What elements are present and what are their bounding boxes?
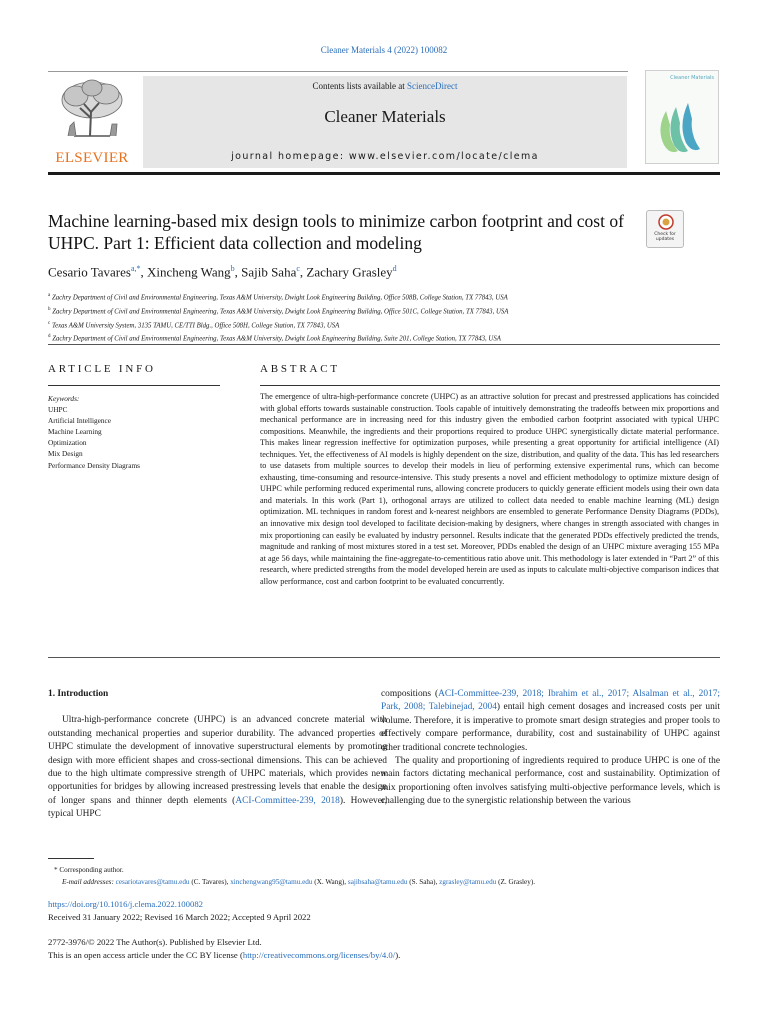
- affiliation-marker: a: [48, 293, 51, 298]
- journal-masthead: [143, 76, 627, 168]
- affiliation-item: [48, 290, 728, 304]
- check-updates-label: Check for updates: [654, 232, 676, 242]
- citation-link[interactable]: ACI-Committee-239, 2018; Ibrahim et al., 2017; Alsalman et al., 2017; Park, 2008; Talebinejad, 2004: [381, 689, 720, 713]
- masthead-top-rule: [48, 71, 628, 72]
- email-link[interactable]: zgrasley@tamu.edu: [439, 878, 497, 886]
- author-separator: ,: [234, 264, 242, 280]
- affiliation-marker: d: [48, 334, 51, 340]
- article-info-heading: ARTICLE INFO: [48, 363, 156, 375]
- masthead-bottom-rule: [48, 172, 720, 175]
- section-divider: [48, 344, 720, 345]
- affiliation-list: [48, 290, 728, 345]
- affiliation-item: [48, 331, 728, 345]
- elsevier-tree-icon: [54, 78, 130, 138]
- doi-link[interactable]: https://doi.org/10.1016/j.clema.2022.100082: [48, 899, 204, 909]
- check-updates-icon: [658, 214, 674, 230]
- author-affiliation-marker[interactable]: c: [296, 264, 300, 273]
- cover-title: Cleaner Materials: [670, 75, 714, 81]
- email-addresses: [48, 876, 728, 888]
- keyword-item[interactable]: Performance Density Diagrams: [48, 460, 140, 470]
- keyword-item[interactable]: Artificial Intelligence: [48, 416, 112, 426]
- journal-cover-thumbnail[interactable]: [645, 70, 719, 164]
- copyright-line: 2772-3976/© 2022 The Author(s). Published by Elsevier Ltd.: [48, 937, 262, 947]
- keyword-item[interactable]: Optimization: [48, 438, 87, 448]
- author-separator: ,: [140, 264, 148, 280]
- footnote-rule: [48, 858, 94, 859]
- author-name[interactable]: Sajib Saha: [241, 264, 297, 280]
- footnotes: [48, 864, 728, 888]
- body-column-right: [381, 688, 720, 809]
- email-owner: (S. Saha),: [407, 878, 440, 886]
- article-dates: Received 31 January 2022; Revised 16 March 2022; Accepted 9 April 2022: [48, 911, 311, 922]
- email-owner: (C. Tavares),: [189, 878, 231, 886]
- affiliation-text: Zachry Department of Civil and Environmental Engineering, Texas A&M University, Dwight Look Engineering Building, Office 508B, College Station, TX 77843, USA: [51, 294, 508, 302]
- affiliation-marker: c: [48, 320, 51, 326]
- droplet-logo-icon: [654, 95, 710, 159]
- author-separator: ,: [299, 264, 307, 280]
- journal-reference-link[interactable]: Cleaner Materials 4 (2022) 100082: [320, 45, 448, 55]
- section-heading-introduction: 1. Introduction: [48, 689, 109, 699]
- author-affiliation-marker[interactable]: d: [392, 264, 397, 273]
- elsevier-wordmark: ELSEVIER: [55, 150, 129, 166]
- body-text: compositions (: [381, 689, 439, 699]
- email-link[interactable]: sajibsaha@tamu.edu: [347, 878, 408, 886]
- body-text: ). However, typical UHPC: [48, 795, 387, 820]
- sciencedirect-link[interactable]: ScienceDirect: [407, 81, 458, 91]
- email-label: E-mail addresses:: [62, 878, 114, 886]
- license-line: [48, 949, 728, 962]
- contents-prefix: Contents lists available at: [312, 81, 407, 91]
- citation-link[interactable]: ACI-Committee-239, 2018: [235, 795, 340, 806]
- body-paragraph: The quality and proportioning of ingredients required to produce UHPC is one of the main factors dictating mechanical performance, cost and sustainability. Optimization of mix proportioning often involves satisfying multi-objective performance levels, which is challenging due to the synergistic relationship between the various: [381, 756, 720, 807]
- keyword-item[interactable]: Machine Learning: [48, 427, 102, 437]
- email-owner: (Z. Grasley).: [496, 878, 536, 886]
- keyword-item[interactable]: UHPC: [48, 405, 68, 415]
- email-owner: (X. Wang),: [312, 878, 348, 886]
- license-text: This is an open access article under the CC BY license (: [48, 949, 243, 960]
- journal-homepage-link[interactable]: journal homepage: www.elsevier.com/locate/clema: [231, 151, 539, 162]
- affiliation-item: [48, 304, 728, 318]
- license-text: ).: [395, 949, 401, 960]
- license-block: [48, 936, 728, 961]
- body-paragraph: [48, 714, 387, 821]
- affiliation-text: Texas A&M University System, 3135 TAMU, CE/TTI Bldg., Office 508H, College Station, TX 77843, USA: [51, 321, 340, 329]
- author-affiliation-marker[interactable]: a,*: [130, 264, 141, 273]
- body-column-left: [48, 688, 387, 822]
- article-title: Machine learning-based mix design tools to minimize carbon footprint and cost of UHPC. Part 1: Efficient data collection and modeling: [48, 211, 624, 253]
- check-for-updates-button[interactable]: [646, 210, 684, 248]
- elsevier-logo: [48, 74, 136, 164]
- journal-name: Cleaner Materials: [324, 107, 446, 126]
- contents-line: [143, 81, 627, 91]
- article-info-rule: [48, 385, 220, 386]
- author-list: [48, 264, 708, 280]
- abstract-end-rule: [48, 657, 720, 658]
- abstract-rule: [260, 385, 720, 386]
- keywords-label: Keywords:: [48, 394, 80, 403]
- keywords-list: [48, 393, 220, 471]
- author-affiliation-marker[interactable]: b: [230, 264, 235, 273]
- doi-block: [48, 898, 728, 923]
- author-name[interactable]: Xincheng Wang: [147, 264, 231, 280]
- corresponding-author-note: * Corresponding author.: [54, 866, 124, 874]
- body-text: Ultra-high-performance concrete (UHPC) is an advanced concrete material with outstanding mechanical properties and superior durability. The advanced properties of UHPC stimulate the development of innovative superstructural elements by promoting design with more efficient shapes and cross-sectional dimensions. This can be achieved due to the high ultimate compressive strength of UHPC materials, which provides new opportunities for bridges by allowing increased prestressing levels that enable the design of longer spans and thinner depth elements (: [48, 715, 387, 806]
- email-link[interactable]: cesariotavares@tamu.edu: [115, 878, 190, 886]
- body-text: ) entail high cement dosages and increased costs per unit volume. Therefore, it is imperative to promote smart design strategies and proper tools to effectively compare performance, durability, cost and sustainability of UHPC against other traditional concrete technologies.: [381, 702, 720, 753]
- affiliation-text: Zachry Department of Civil and Environmental Engineering, Texas A&M University, Dwight Look Engineering Building, Office 501C, College Station, TX 77843, USA: [52, 308, 509, 316]
- keyword-item[interactable]: Mix Design: [48, 449, 83, 459]
- abstract-heading: ABSTRACT: [260, 363, 340, 375]
- author-name[interactable]: Zachary Grasley: [306, 264, 393, 280]
- email-link[interactable]: xinchengwang95@tamu.edu: [230, 878, 313, 886]
- affiliation-item: [48, 318, 728, 332]
- body-paragraph: [381, 688, 720, 755]
- author-name[interactable]: Cesario Tavares: [48, 264, 131, 280]
- affiliation-marker: b: [48, 306, 51, 312]
- cc-license-link[interactable]: http://creativecommons.org/licenses/by/4.0/: [242, 949, 396, 960]
- affiliation-text: Zachry Department of Civil and Environmental Engineering, Texas A&M University, Dwight Look Engineering Building, Suite 201, College Station, TX 77843, USA: [52, 335, 501, 343]
- abstract-text: The emergence of ultra-high-performance concrete (UHPC) as an attractive solution for precast and prestressed applications has coincided with global efforts towards sustainable construction. Tools capable of intuitively demonstrating the tradeoffs between mix proportions and mechanical performance are in increasing need for this industry given the embodied carbon footprint associated with typical UHPC compositions. Meanwhile, the ingredients and their proportions required to produce UHPC synergistically dictate material performance. This makes linear regression ineffective for optimization purposes, while presenting a great opportunity for artificial intelligence (AI) techniques. Yet, the effectiveness of AI models is highly dependent on the size, distribution, and quality of the data. This has led researchers to use datasets from multiple sources to develop their models in lieu of performing extensive experimental runs, which can become exhausting, time-consuming and resource-intensive. This study presents a novel and efficient methodology to optimize mixture design of UHPC while performing reduced experimental runs, allowing concrete producers to quickly generate efficient models using their own data and materials. In this work (Part 1), orthogonal arrays are utilized to collect data needed to enable machine learning (ML) design optimization. ML techniques in random forest and k-nearest neighbors are ensembled to generate Performance Density Diagrams (PDDs), an innovative mix design tool developed to facilitate decision-making by designers, where changes in strength associated with changes in mix proportioning can easily be evaluated by industry personnel. Results indicate that the generated PDDs effectively predicted the trends, magnitude and ranking of most mixtures stored in a test set. Moreover, PDDs enabled the design of an UHPC mixture averaging 155 MPa at age 56 days, while maintaining the fine-aggregate-to-cementitious ratio above unit. This methodology is later extended in “Part 2” of this research, where predicted strengths from the model developed herein are used as inputs to calculate multi-objective comparison indices that allow performance, cost and carbon footprint to be evaluated concurrently.: [260, 392, 719, 586]
